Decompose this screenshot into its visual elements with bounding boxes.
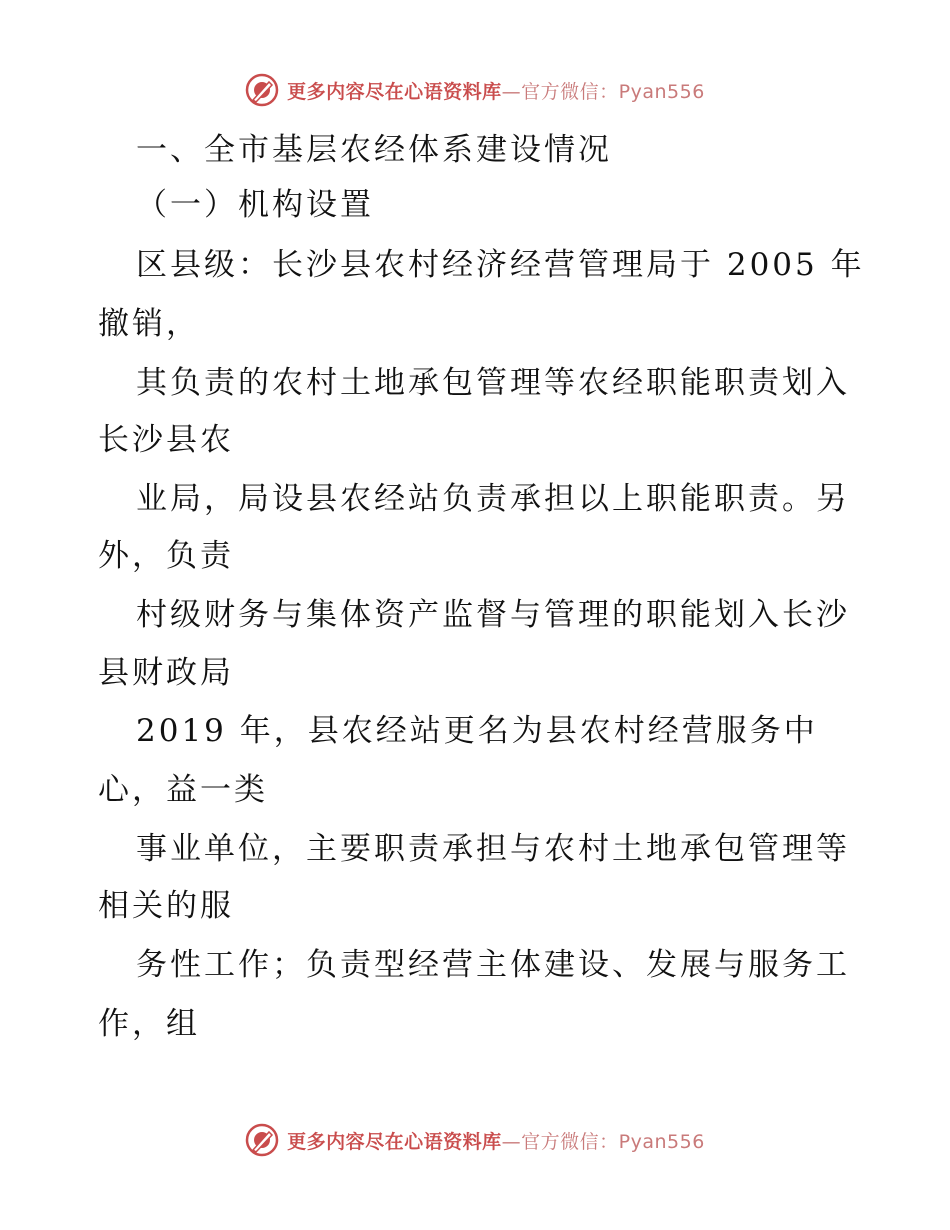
paragraph-line: 其负责的农村土地承包管理等农经职能职责划入 <box>136 365 850 401</box>
quill-logo-icon <box>245 1123 279 1157</box>
paragraph-line: 2019 年，县农经站更名为县农村经营服务中 <box>136 713 818 749</box>
header-watermark <box>0 70 950 110</box>
subsection-heading: （一）机构设置 <box>136 187 374 223</box>
section-heading: 一、全市基层农经体系建设情况 <box>136 132 612 168</box>
paragraph-line: 村级财务与集体资产监督与管理的职能划入长沙 <box>136 597 850 633</box>
paragraph-line: 作，组 <box>98 1006 200 1042</box>
paragraph-line: 撤销， <box>98 306 200 342</box>
paragraph-line: 务性工作；负责型经营主体建设、发展与服务工 <box>136 947 850 983</box>
paragraph-line: 事业单位，主要职责承担与农村土地承包管理等 <box>136 831 850 867</box>
paragraph-line: 相关的服 <box>98 888 234 924</box>
paragraph-line: 县财政局 <box>98 655 234 691</box>
watermark-text: 更多内容尽在心语资料库—官方微信：Pyan556 <box>287 1130 705 1153</box>
paragraph-line: 心，益一类 <box>98 772 268 808</box>
footer-watermark <box>0 1120 950 1160</box>
paragraph-line: 外，负责 <box>98 538 234 574</box>
paragraph-line: 业局，局设县农经站负责承担以上职能职责。另 <box>136 481 850 517</box>
quill-logo-icon <box>245 73 279 107</box>
paragraph-line: 区县级：长沙县农村经济经营管理局于 2005 年 <box>136 247 865 283</box>
watermark-text: 更多内容尽在心语资料库—官方微信：Pyan556 <box>287 80 705 103</box>
paragraph-line: 长沙县农 <box>98 422 234 458</box>
